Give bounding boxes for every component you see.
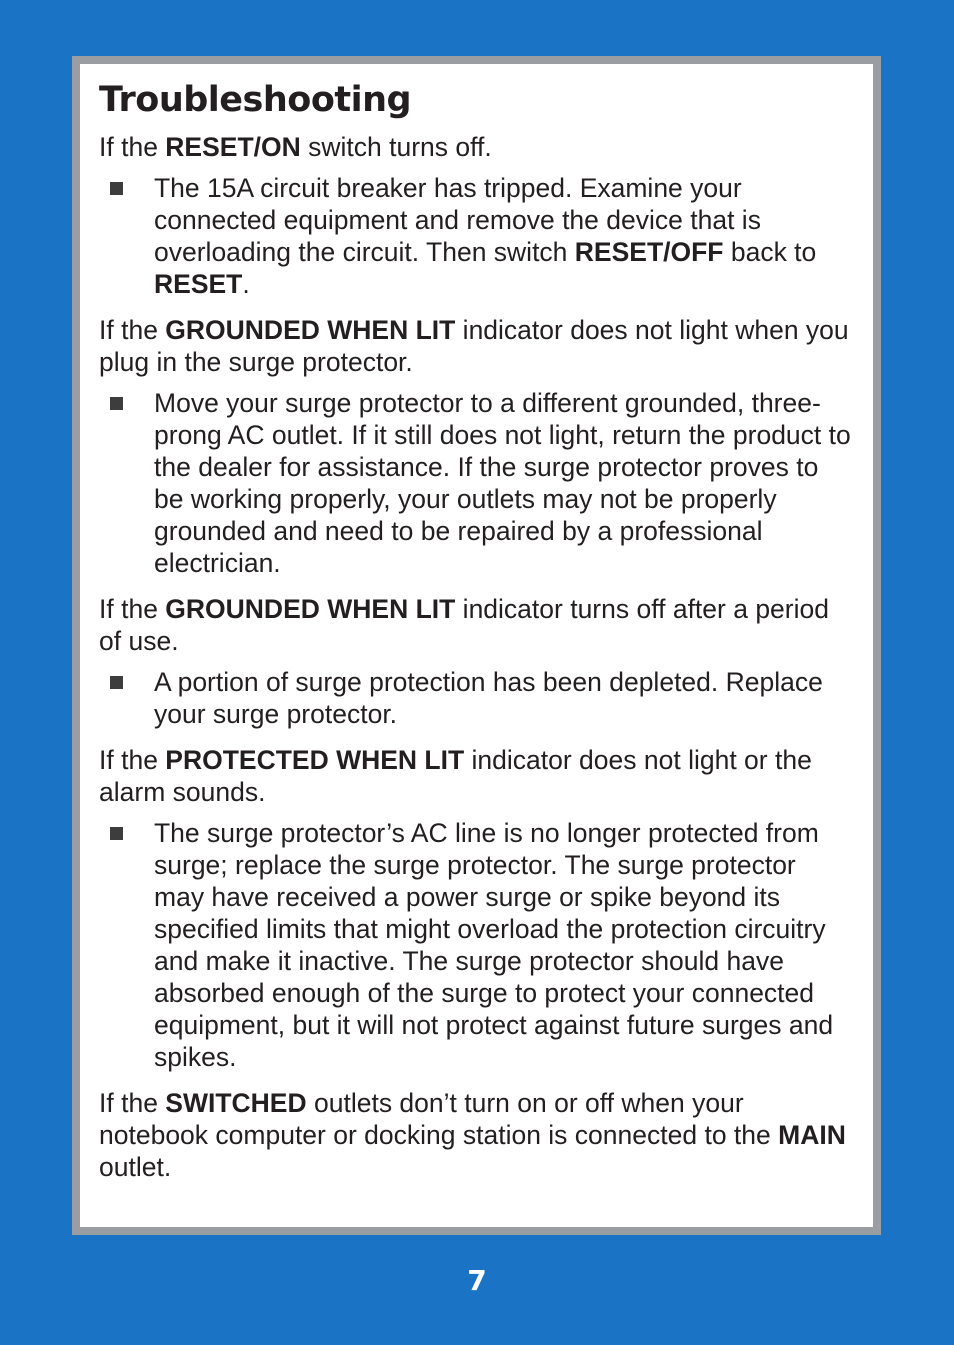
solution-item	[99, 387, 853, 579]
condition-keyword: RESET/ON	[165, 132, 301, 162]
square-bullet-icon	[110, 397, 123, 410]
condition-text: switch turns off.	[300, 132, 492, 162]
solution-text: Move your surge protector to a different grounded, three-prong AC outlet. If it still does not light, return the product to the dealer for assistance. If the surge protector proves to be working properly, your outlets may not be properly grounded and need to be repaired by a professional electrician.	[154, 388, 851, 578]
condition-text: indicator does not light or the alarm sounds.	[99, 745, 812, 807]
condition-text: outlets don’t turn on or off when your notebook computer or docking station is connected to the	[99, 1088, 779, 1150]
solution-keyword: RESET/OFF	[574, 237, 724, 267]
solution-item	[99, 172, 853, 300]
solution-text: The 15A circuit breaker has tripped. Examine your connected equipment and remove the device that is overloading the circuit. Then switch RESET/OFF back to RESET.	[154, 173, 817, 299]
condition-reset-switch	[99, 131, 853, 163]
condition-text: If the	[99, 594, 166, 624]
condition-text: If the	[99, 745, 166, 775]
condition-switched-outlets	[99, 1087, 853, 1183]
square-bullet-icon	[110, 182, 123, 195]
square-bullet-icon	[110, 676, 123, 689]
condition-keyword: PROTECTED WHEN LIT	[165, 745, 465, 775]
troubleshooting-content	[80, 64, 873, 1227]
condition-text: indicator does not light when you plug in the surge protector.	[99, 315, 849, 377]
solution-item	[99, 817, 853, 1073]
solution-keyword: RESET	[154, 269, 243, 299]
page-title: Troubleshooting	[99, 80, 412, 120]
square-bullet-icon	[110, 827, 123, 840]
condition-grounded-turns-off	[99, 593, 853, 657]
solution-text: The surge protector’s AC line is no longer protected from surge; replace the surge protector. The surge protector may have received a power surge or spike beyond its specified limits that might overload the protection circuitry and make it inactive. The surge protector should have absorbed enough of the surge to protect your connected equipment, but it will not protect against future surges and spikes.	[154, 818, 834, 1072]
condition-text: If the	[99, 1088, 166, 1118]
solution-item	[99, 666, 853, 730]
troubleshooting-panel	[72, 56, 881, 1235]
page-number: 7	[467, 1264, 487, 1297]
condition-grounded-not-lit	[99, 314, 853, 378]
condition-text: outlet.	[99, 1152, 172, 1182]
condition-keyword: GROUNDED WHEN LIT	[165, 594, 456, 624]
condition-protected-not-lit	[99, 744, 853, 808]
condition-text: indicator turns off after a period of use.	[99, 594, 829, 656]
condition-text: If the	[99, 132, 166, 162]
condition-keyword: MAIN	[778, 1120, 846, 1150]
solution-text: A portion of surge protection has been depleted. Replace your surge protector.	[154, 667, 823, 729]
condition-text: If the	[99, 315, 166, 345]
condition-keyword: SWITCHED	[165, 1088, 307, 1118]
condition-keyword: GROUNDED WHEN LIT	[165, 315, 456, 345]
